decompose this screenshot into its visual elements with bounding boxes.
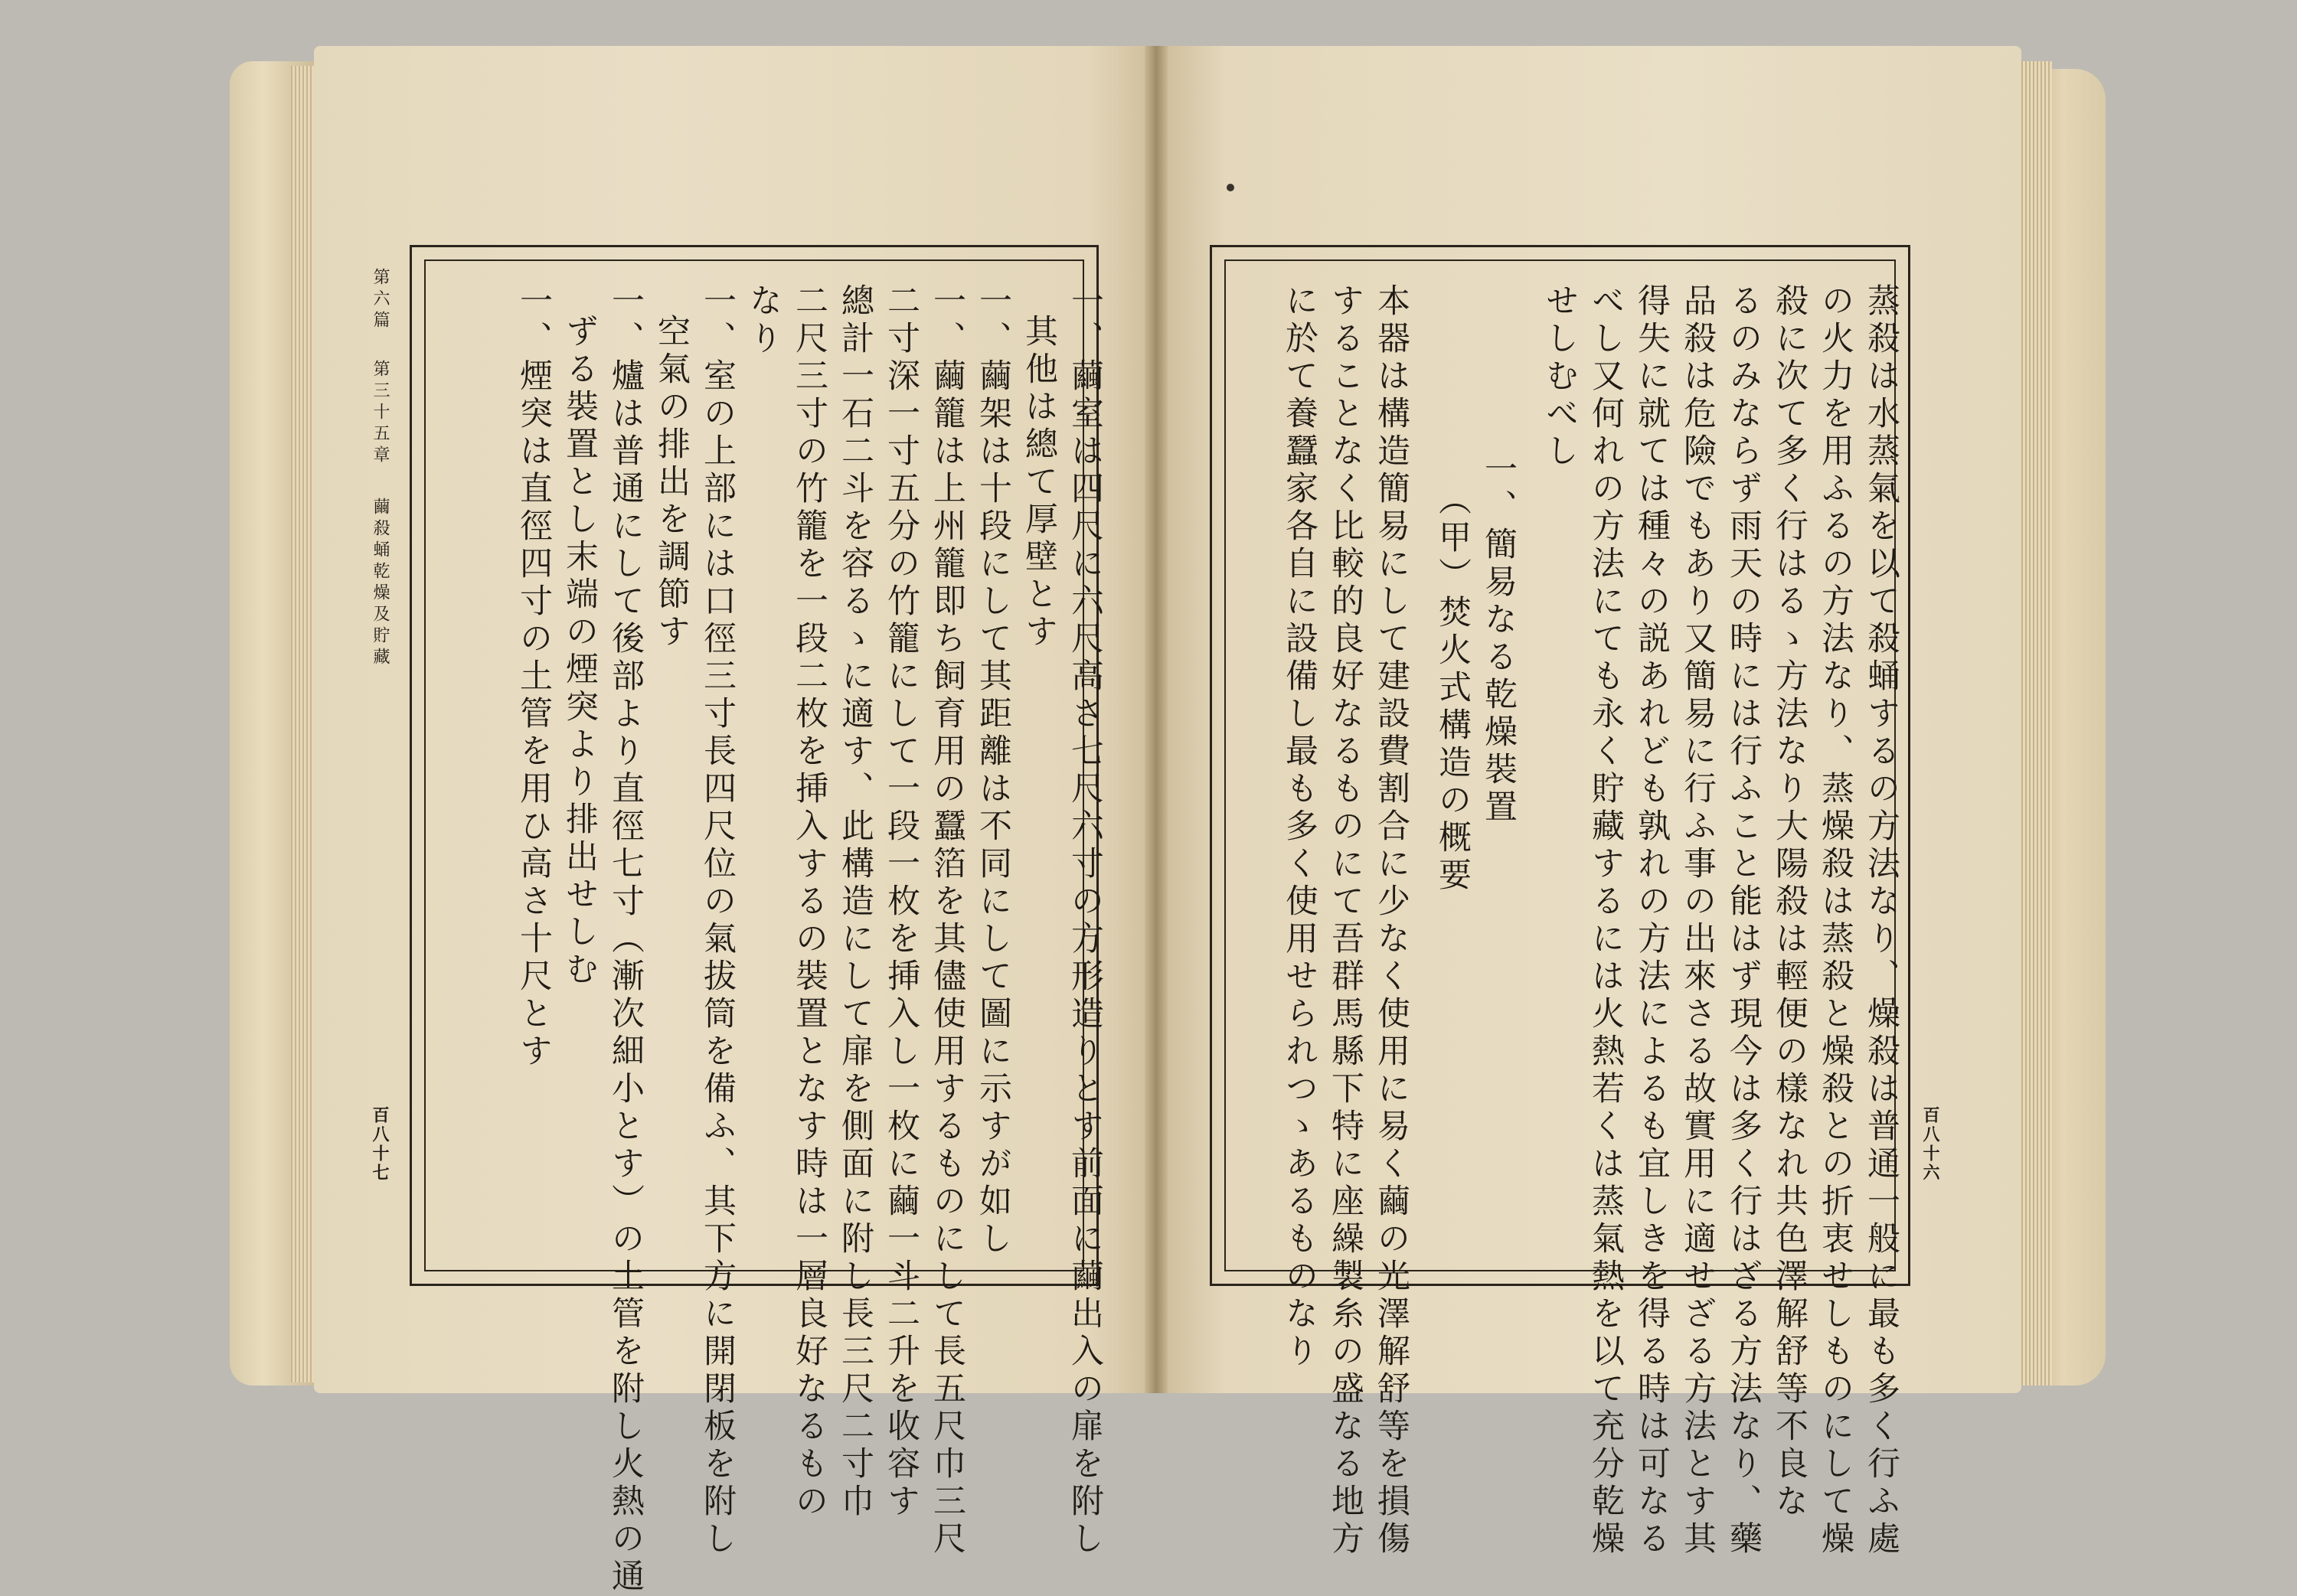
- open-book: [230, 38, 2106, 1596]
- text-column: 殺に次て多く行はるゝ方法なり大陽殺は輕便の樣なれ共色澤解舒等不良な: [1770, 283, 1809, 1521]
- page-number-right: 百八十六: [1920, 1106, 1940, 1183]
- section-heading: 一、簡易なる乾燥裝置: [1479, 452, 1518, 827]
- text-column: 一、煙突は直徑四寸の土管を用ひ高さ十尺とす: [515, 283, 553, 1071]
- text-column: の火力を用ふるの方法なり、蒸燥殺は蒸殺と燥殺との折衷せしものにして燥: [1816, 283, 1854, 1558]
- text-column: 總計一石二斗を容るゝに適す、此構造にして扉を側面に附し長三尺二寸巾: [836, 283, 874, 1521]
- text-column: することなく比較的良好なるものにて吾群馬縣下特に座繰製糸の盛なる地方: [1326, 283, 1364, 1558]
- subsection-heading: （甲）焚火式構造の概要: [1433, 482, 1472, 895]
- text-column: 一、繭室は四尺に六尺高さ七尺六寸の方形造りとす前面に繭出入の扉を附し: [1066, 283, 1104, 1558]
- text-column: 二寸深一寸五分の竹籠にして一段一枚を挿入し一枚に繭一斗二升を收容す: [882, 283, 920, 1521]
- text-column: 二尺三寸の竹籠を一段二枚を挿入するの裝置となす時は一層良好なるもの: [790, 283, 828, 1521]
- text-column: 一、繭架は十段にして其距離は不同にして圖に示すが如し: [974, 283, 1012, 1258]
- text-column: 其他は總て厚壁とす: [1020, 314, 1058, 651]
- text-column: べし又何れの方法にても永く貯藏するには火熱若くは蒸氣熱を以て充分乾燥: [1586, 283, 1625, 1558]
- page-number-left: 百八十七: [370, 1106, 390, 1183]
- text-column: なり: [744, 283, 783, 358]
- running-header-part: 第六篇: [371, 268, 390, 332]
- running-header-title: 繭殺蛹乾燥及貯藏: [371, 498, 390, 669]
- text-column: ずる裝置とし末端の煙突より排出せしむ: [560, 314, 599, 989]
- text-column: 空氣の排出を調節す: [652, 314, 691, 651]
- text-column: るのみならず雨天の時には行ふこと能はず現今は多く行はざる方法なり、藥: [1724, 283, 1763, 1558]
- running-header-chapter: 第三十五章: [371, 360, 390, 467]
- text-column: 一、室の上部には口徑三寸長四尺位の氣拔筒を備ふ、其下方に開閉板を附し: [698, 283, 737, 1558]
- text-column: 一、爐は普通にして後部より直徑七寸（漸次細小とす）の土管を附し火熱の通: [606, 283, 645, 1596]
- text-column: 蒸殺は水蒸氣を以て殺蛹するの方法なり、燥殺は普通一般に最も多く行ふ處: [1862, 283, 1900, 1558]
- text-column: 品殺は危險でもあり又簡易に行ふ事の出來さる故實用に適せざる方法とす其: [1678, 283, 1717, 1558]
- text-column: 一、繭籠は上州籠即ち飼育用の蠶箔を其儘使用するものにして長五尺巾三尺: [928, 283, 966, 1558]
- text-column: 得失に就ては種々の説あれども孰れの方法によるも宜しきを得る時は可なる: [1632, 283, 1671, 1558]
- text-column: に於て養蠶家各自に設備し最も多く使用せられつゝあるものなり: [1280, 283, 1318, 1371]
- text-column: せしむべし: [1541, 283, 1579, 471]
- book-gutter: [1145, 46, 1168, 1393]
- ink-spot: [1227, 184, 1234, 191]
- text-column: 本器は構造簡易にして建設費割合に少なく使用に易く繭の光澤解舒等を損傷: [1372, 283, 1410, 1558]
